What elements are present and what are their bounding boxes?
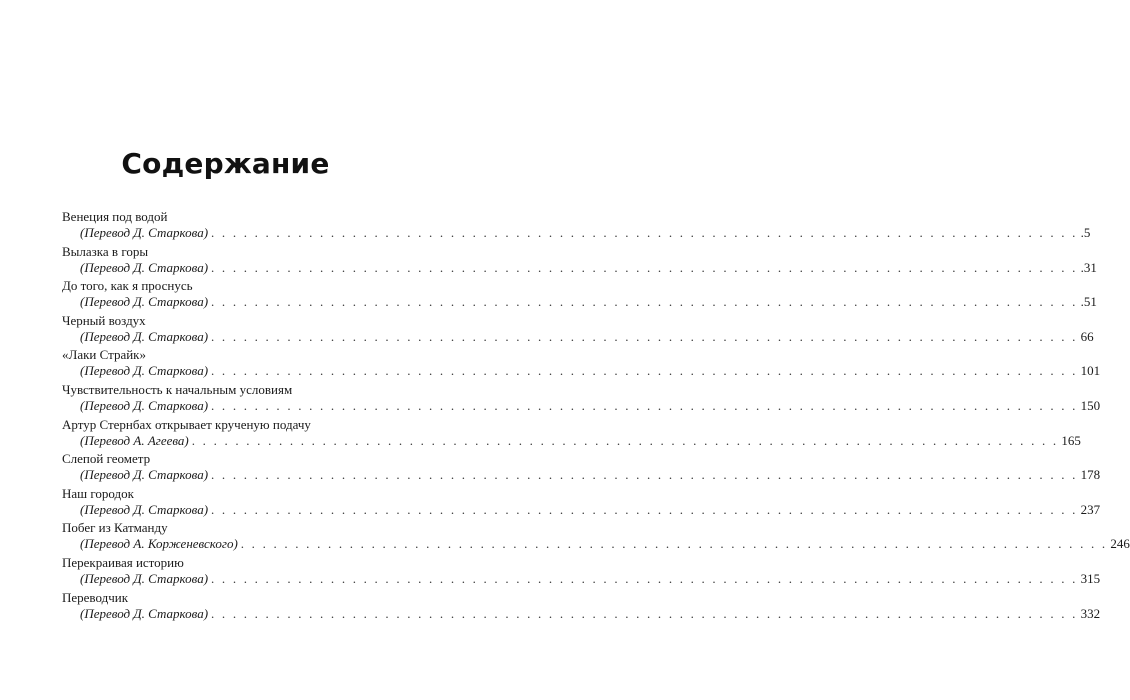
toc-entry bbox=[62, 554, 1101, 590]
toc-entry-line bbox=[62, 536, 1130, 552]
toc-entry-translator: (Перевод Д. Старкова) bbox=[80, 397, 209, 413]
toc-entry bbox=[62, 243, 1097, 279]
dot-leader: . . . . . . . . . . . . . . . . . . . . . . . . . . . . . . . . . . . . . . . . . . . . . . . . . . . . . . . . . . . . . . . . . . . . . . . . . . . . . . . . bbox=[211, 328, 1078, 344]
toc-entry-title: Черный воздух bbox=[62, 312, 146, 328]
toc-entry-page-number: 246 bbox=[1110, 536, 1130, 552]
toc-entry-title: Перекраивая историю bbox=[62, 554, 184, 570]
toc-entry-title: Вылазка в горы bbox=[62, 243, 149, 259]
toc-entry-translator: (Перевод Д. Старкова) bbox=[80, 605, 209, 621]
toc-entry-translator: (Перевод Д. Старкова) bbox=[80, 225, 209, 240]
toc-entry-page-number: 101 bbox=[1080, 363, 1101, 379]
dot-leader: . . . . . . . . . . . . . . . . . . . . . . . . . . . . . . . . . . . . . . . . . . . . . . . . . . . . . . . . . . . . . . . . . . . . . . . . . . . . . . . . bbox=[211, 363, 1078, 379]
dot-leader: . . . . . . . . . . . . . . . . . . . . . . . . . . . . . . . . . . . . . . . . . . . . . . . . . . . . . . . . . . . . . . . . . . . . . . . . . . . . . . . . bbox=[211, 570, 1078, 586]
toc-entry-title: До того, как я проснусь bbox=[62, 278, 193, 294]
dot-leader: . . . . . . . . . . . . . . . . . . . . . . . . . . . . . . . . . . . . . . . . . . . . . . . . . . . . . . . . . . . . . . . . . . . . . . . . . . . . . . . . bbox=[211, 605, 1078, 621]
toc-entry-line bbox=[62, 605, 1101, 622]
toc-entry bbox=[62, 416, 1081, 452]
toc-entry-line bbox=[62, 432, 1081, 449]
toc-entry-translator: (Перевод Д. Старкова) bbox=[80, 328, 209, 344]
dot-leader: . . . . . . . . . . . . . . . . . . . . . . . . . . . . . . . . . . . . . . . . . . . . . . . . . . . . . . . . . . . . . . . . . . . . . . . . . . . . . . . . bbox=[211, 501, 1078, 517]
toc-entry-line bbox=[62, 501, 1101, 518]
toc-entry-line bbox=[62, 259, 1097, 276]
toc-entry bbox=[62, 381, 1101, 417]
toc-entry-page-number: .5 bbox=[1080, 225, 1091, 240]
toc-entry bbox=[62, 278, 1097, 313]
toc-entry bbox=[62, 451, 1101, 486]
toc-entry-translator: (Перевод А. Агеева) bbox=[80, 432, 189, 448]
toc-entry bbox=[62, 209, 1091, 244]
dot-leader: . . . . . . . . . . . . . . . . . . . . . . . . . . . . . . . . . . . . . . . . . . . . . . . . . . . . . . . . . . . . . . . . . . . . . . . . . . . . . . . . bbox=[211, 397, 1078, 413]
toc-entry-title: Артур Стернбах открывает крученую подачу bbox=[62, 416, 311, 432]
toc-entry-translator: (Перевод Д. Старкова) bbox=[80, 294, 209, 310]
toc-entry-line bbox=[62, 467, 1101, 483]
toc-entry-line bbox=[62, 363, 1101, 379]
page-title: Содержание bbox=[121, 147, 330, 180]
toc-entry-page-number: 178 bbox=[1080, 467, 1101, 483]
toc-entry-line bbox=[62, 225, 1091, 241]
toc-entry-title: Венеция под водой bbox=[62, 209, 168, 224]
toc-entry-page-number: 150 bbox=[1080, 397, 1101, 413]
dot-leader: . . . . . . . . . . . . . . . . . . . . . . . . . . . . . . . . . . . . . . . . . . . . . . . . . . . . . . . . . . . . . . . . . . . . . . . . . . . . . . . . bbox=[211, 225, 1078, 240]
toc-entry-translator: (Перевод Д. Старкова) bbox=[80, 363, 209, 379]
toc-entry-line bbox=[62, 294, 1097, 310]
toc-entry-line bbox=[62, 328, 1094, 345]
dot-leader: . . . . . . . . . . . . . . . . . . . . . . . . . . . . . . . . . . . . . . . . . . . . . . . . . . . . . . . . . . . . . . . . . . . . . . . . . . . . . . . . bbox=[240, 536, 1108, 552]
dot-leader: . . . . . . . . . . . . . . . . . . . . . . . . . . . . . . . . . . . . . . . . . . . . . . . . . . . . . . . . . . . . . . . . . . . . . . . . . . . . . . . . bbox=[211, 294, 1078, 310]
dot-leader: . . . . . . . . . . . . . . . . . . . . . . . . . . . . . . . . . . . . . . . . . . . . . . . . . . . . . . . . . . . . . . . . . . . . . . . . . . . . . . . . bbox=[211, 259, 1078, 275]
toc-entry-title: Побег из Катманду bbox=[62, 520, 168, 536]
toc-entry-translator: (Перевод Д. Старкова) bbox=[80, 501, 209, 517]
dot-leader: . . . . . . . . . . . . . . . . . . . . . . . . . . . . . . . . . . . . . . . . . . . . . . . . . . . . . . . . . . . . . . . . . . . . . . . . . . . . . . . . bbox=[211, 467, 1078, 483]
toc-entry-title: Слепой геометр bbox=[62, 451, 151, 467]
toc-entry bbox=[62, 520, 1130, 555]
toc-entry-page-number: 237 bbox=[1080, 501, 1101, 517]
toc-entry-title: Наш городок bbox=[62, 485, 134, 501]
toc-entry bbox=[62, 347, 1101, 382]
dot-leader: . . . . . . . . . . . . . . . . . . . . . . . . . . . . . . . . . . . . . . . . . . . . . . . . . . . . . . . . . . . . . . . . . . . . . . . . . . . . . . . . bbox=[191, 432, 1059, 448]
toc-entry-translator: (Перевод А. Корженевского) bbox=[80, 536, 238, 552]
toc-entry-page-number: .51 bbox=[1080, 294, 1097, 310]
toc-entry-title: Чувствительность к начальным условиям bbox=[62, 381, 293, 397]
toc-entry-translator: (Перевод Д. Старкова) bbox=[80, 467, 209, 483]
toc-entry bbox=[62, 312, 1094, 348]
toc-entry-title: Переводчик bbox=[62, 589, 129, 605]
toc-entry-page-number: 315 bbox=[1080, 570, 1101, 586]
toc-entry-line bbox=[62, 397, 1101, 414]
toc-entry-line bbox=[62, 570, 1101, 587]
toc-entry-title: «Лаки Страйк» bbox=[62, 347, 146, 363]
toc-entry-translator: (Перевод Д. Старкова) bbox=[80, 259, 209, 275]
toc-entry bbox=[62, 485, 1101, 521]
toc-entry-page-number: 165 bbox=[1061, 432, 1081, 448]
toc-entry-page-number: .31 bbox=[1080, 259, 1097, 275]
toc-entry-page-number: 66 bbox=[1080, 328, 1094, 344]
toc-entry bbox=[62, 589, 1101, 625]
table-of-contents bbox=[62, 209, 1130, 624]
toc-entry-page-number: 332 bbox=[1080, 605, 1101, 621]
toc-entry-translator: (Перевод Д. Старкова) bbox=[80, 570, 209, 586]
